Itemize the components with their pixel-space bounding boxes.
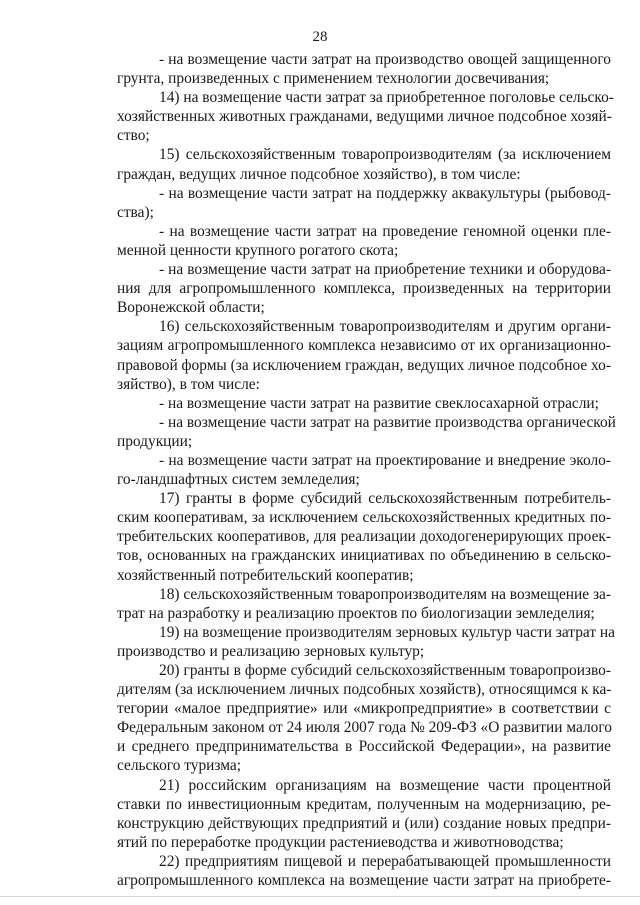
text-line: - на возмещение части затрат на производство овощей защищенного: [159, 51, 611, 68]
text-line: - на возмещение части затрат на развитие свеклосахарной отрасли;: [159, 394, 599, 412]
text-line: тегории «малое предприятие» или «микропредприятие» в соответствии с: [117, 700, 611, 718]
text-line: - на возмещение части затрат на проведение геномной оценки пле-: [159, 222, 611, 240]
text-line: правовой формы (за исключением граждан, ведущих личное подсобное хо-: [117, 356, 611, 374]
text-line: 17) гранты в форме субсидий сельскохозяйственным потребитель-: [159, 490, 611, 508]
text-line: - на возмещение части затрат на поддержку аквакультуры (рыбовод-: [159, 184, 611, 202]
text-line: - на возмещение части затрат на развитие производства органической: [159, 413, 616, 431]
text-line: 19) на возмещение производителям зерновых культур части затрат на: [159, 623, 615, 641]
text-line: 20) гранты в форме субсидий сельскохозяйственным товаропроизво-: [159, 662, 611, 679]
text-line: хозяйственный потребительский кооператив;: [117, 566, 414, 584]
text-line: ния для агропромышленного комплекса, произведенных на территории: [117, 280, 611, 298]
text-line: ства);: [117, 203, 154, 221]
text-line: конструкцию действующих предприятий и (или) создание новых предпри-: [117, 814, 611, 832]
text-line: и среднего предпринимательства в Российской Федерации», на развитие: [117, 738, 611, 756]
text-line: 16) сельскохозяйственным товаропроизводителям и другим органи-: [159, 318, 611, 336]
text-line: ятий по переработке продукции растениеводства и животноводства;: [117, 833, 564, 851]
text-line: производство и реализацию зерновых культур;: [117, 642, 425, 660]
text-line: 18) сельскохозяйственным товаропроизводителям на возмещение за-: [159, 585, 611, 603]
text-line: дителям (за исключением личных подсобных хозяйств), относящимся к ка-: [117, 681, 612, 699]
text-line: сельского туризма;: [117, 757, 241, 775]
text-line: ство;: [117, 127, 150, 145]
text-line: зяйство), в том числе:: [117, 375, 260, 393]
text-line: агропромышленного комплекса на возмещение части затрат на приобрете-: [117, 872, 611, 890]
text-line: тов, основанных на гражданских инициативах по объединению в сельско-: [117, 547, 611, 565]
document-body: [117, 50, 616, 890]
text-line: - на возмещение части затрат на проектирование и внедрение эколо-: [159, 451, 611, 469]
text-line: зациям агропромышленного комплекса независимо от их организационно-: [117, 337, 611, 355]
text-line: ским кооперативам, за исключением сельскохозяйственных кредитных по-: [117, 509, 611, 527]
text-line: трат на разработку и реализацию проектов по биологизации земледелия;: [117, 604, 595, 622]
text-line: 14) на возмещение части затрат за приобретенное поголовье сельско-: [159, 89, 614, 107]
text-line: - на возмещение части затрат на приобретение техники и оборудова-: [159, 261, 611, 279]
text-line: грунта, произведенных с применением технологии досвечивания;: [117, 70, 550, 88]
text-line: Федеральным законом от 24 июля 2007 года № 209-ФЗ «О развитии малого: [117, 719, 612, 737]
text-line: менной ценности крупного рогатого скота;: [117, 241, 399, 259]
text-line: граждан, ведущих личное подсобное хозяйство), в том числе:: [117, 165, 521, 183]
text-line: го-ландшафтных систем земледелия;: [117, 471, 360, 489]
page-number: 28: [312, 29, 328, 45]
text-line: ставки по инвестиционным кредитам, полученным на модернизацию, ре-: [117, 795, 611, 813]
text-line: требительских кооперативов, для реализации доходогенерирующих проек-: [117, 528, 611, 546]
text-line: 22) предприятиям пищевой и перерабатывающей промышленности: [159, 852, 611, 870]
text-line: 15) сельскохозяйственным товаропроизводителям (за исключением: [159, 146, 611, 164]
page-bottom-edge: [0, 896, 640, 897]
text-line: 21) российским организациям на возмещение части процентной: [159, 776, 611, 794]
text-line: хозяйственных животных гражданами, ведущими личное подсобное хозяй-: [117, 108, 612, 126]
text-line: продукции;: [117, 432, 193, 450]
text-line: Воронежской области;: [117, 299, 265, 317]
